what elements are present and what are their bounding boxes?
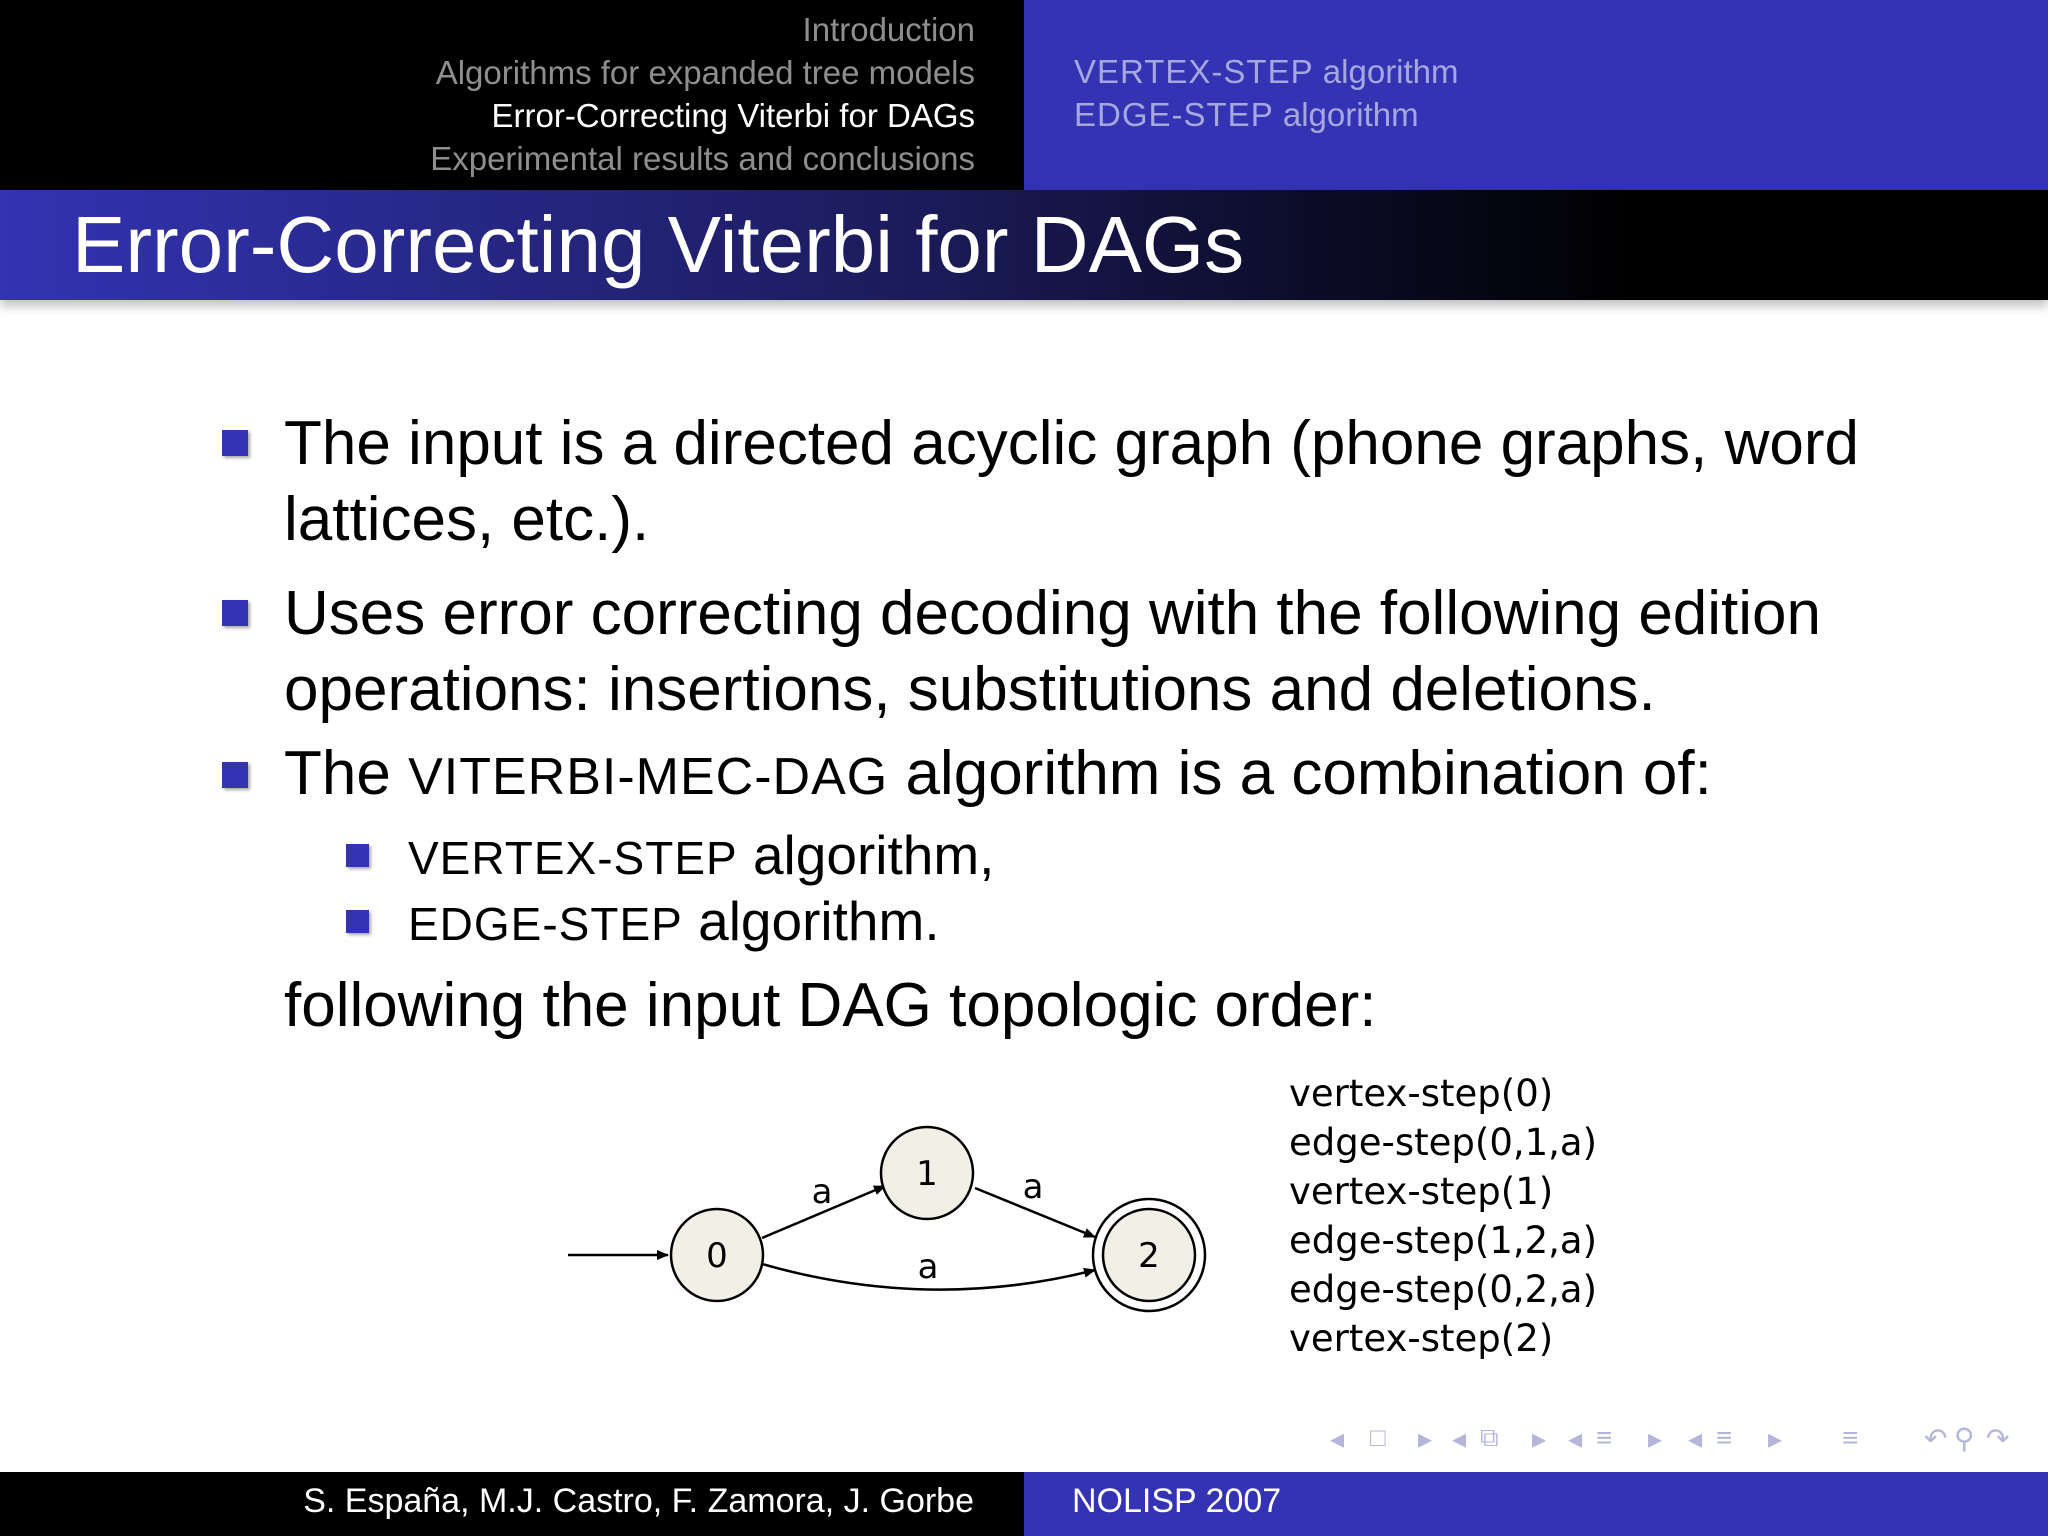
sub-bullet-square-icon (346, 844, 369, 867)
footer-authors: S. España, M.J. Castro, F. Zamora, J. Gorbe (303, 1482, 974, 1520)
appendix-icon[interactable]: ≡ (1842, 1422, 1859, 1453)
dag-diagram (550, 1110, 1230, 1350)
bullet-square-icon (222, 762, 248, 788)
sub-bullet-2-suffix: algorithm. (698, 890, 940, 952)
arrow-left-icon[interactable]: ◂ (1568, 1423, 1583, 1454)
bullet-3-prefix: The (284, 739, 391, 808)
section-navigation (0, 0, 1024, 190)
header (0, 0, 2048, 190)
bullet-3-suffix: algorithm is a combination of: (905, 739, 1712, 808)
edge-label-0-2: a (917, 1247, 939, 1287)
sub-bullet-square-icon (346, 910, 369, 933)
algorithm-name: VITERBI-MEC-DAG (408, 748, 889, 806)
navigation-symbols (1330, 1422, 2030, 1462)
footer (0, 1472, 2048, 1536)
step-list (1289, 1069, 1597, 1363)
forward-icon[interactable]: ↷ (1986, 1423, 2010, 1454)
subsection-link-vertex-step[interactable] (1074, 50, 1459, 93)
sub-bullet-1-name: VERTEX-STEP (408, 832, 738, 884)
sub-bullet-2 (408, 888, 940, 957)
arrow-left-icon[interactable]: ◂ (1330, 1423, 1345, 1454)
bullet-3-line (284, 736, 1712, 815)
node-0-label: 0 (706, 1236, 728, 1276)
step-item: edge-step(0,1,a) (1289, 1121, 1598, 1164)
step-item: edge-step(1,2,a) (1289, 1219, 1598, 1262)
section-icon[interactable]: ≡ (1596, 1422, 1613, 1453)
bullet-2-line-2: operations: insertions, substitutions and deletions. (284, 655, 1656, 724)
edge-label-0-1: a (811, 1172, 833, 1212)
subsection-suffix: algorithm (1282, 96, 1419, 133)
frame-title: Error-Correcting Viterbi for DAGs (72, 200, 1245, 289)
node-2-label: 2 (1138, 1236, 1160, 1276)
arrow-left-icon[interactable]: ◂ (1452, 1423, 1467, 1454)
arrow-right-icon[interactable]: ▸ (1418, 1423, 1433, 1454)
arrow-right-icon[interactable]: ▸ (1648, 1423, 1663, 1454)
section-link-algorithms[interactable]: Algorithms for expanded tree models (435, 54, 975, 91)
bullet-1-line-1: The input is a directed acyclic graph (phone graphs, word (284, 409, 1859, 478)
subsection-suffix: algorithm (1322, 53, 1459, 90)
subsection-name: VERTEX-STEP (1074, 53, 1314, 90)
step-item: vertex-step(2) (1289, 1317, 1554, 1360)
arrow-right-icon[interactable]: ▸ (1532, 1423, 1547, 1454)
sub-bullet-1 (408, 822, 994, 891)
arrow-right-icon[interactable]: ▸ (1768, 1423, 1783, 1454)
node-1-label: 1 (916, 1154, 938, 1194)
subsection-icon[interactable]: ⧉ (1480, 1422, 1499, 1452)
subsection-navigation (1024, 0, 2048, 190)
following-text: following the input DAG topologic order: (284, 971, 1377, 1040)
step-item: vertex-step(1) (1289, 1170, 1554, 1213)
bullet-square-icon (222, 600, 248, 626)
footer-left (0, 1472, 1024, 1536)
subsection-name: EDGE-STEP (1074, 96, 1274, 133)
section-link-current[interactable]: Error-Correcting Viterbi for DAGs (491, 97, 975, 134)
footer-right (1024, 1472, 2048, 1536)
bullet-square-icon (222, 430, 248, 456)
slide-body (0, 300, 2048, 1470)
frame-title-bar (0, 190, 2048, 300)
search-icon[interactable]: ⚲ (1954, 1423, 1975, 1454)
section-link-results[interactable]: Experimental results and conclusions (430, 140, 975, 177)
footer-event: NOLISP 2007 (1072, 1482, 1282, 1520)
arrow-left-icon[interactable]: ◂ (1688, 1423, 1703, 1454)
edge-label-1-2: a (1022, 1167, 1044, 1207)
section-list (430, 8, 975, 180)
sub-bullet-2-name: EDGE-STEP (408, 898, 683, 950)
frame-icon[interactable]: □ (1370, 1422, 1386, 1452)
section-link-introduction[interactable]: Introduction (802, 11, 975, 48)
bullet-2-line-1: Uses error correcting decoding with the following edition (284, 579, 1822, 648)
step-item: edge-step(0,2,a) (1289, 1268, 1598, 1311)
step-item: vertex-step(0) (1289, 1072, 1554, 1115)
bullet-1-line-2: lattices, etc.). (284, 485, 650, 554)
sub-bullet-1-suffix: algorithm, (752, 824, 995, 886)
back-icon[interactable]: ↶ (1924, 1423, 1948, 1454)
document-icon[interactable]: ≡ (1716, 1422, 1733, 1453)
subsection-list (1074, 50, 1459, 136)
subsection-link-edge-step[interactable] (1074, 93, 1459, 136)
